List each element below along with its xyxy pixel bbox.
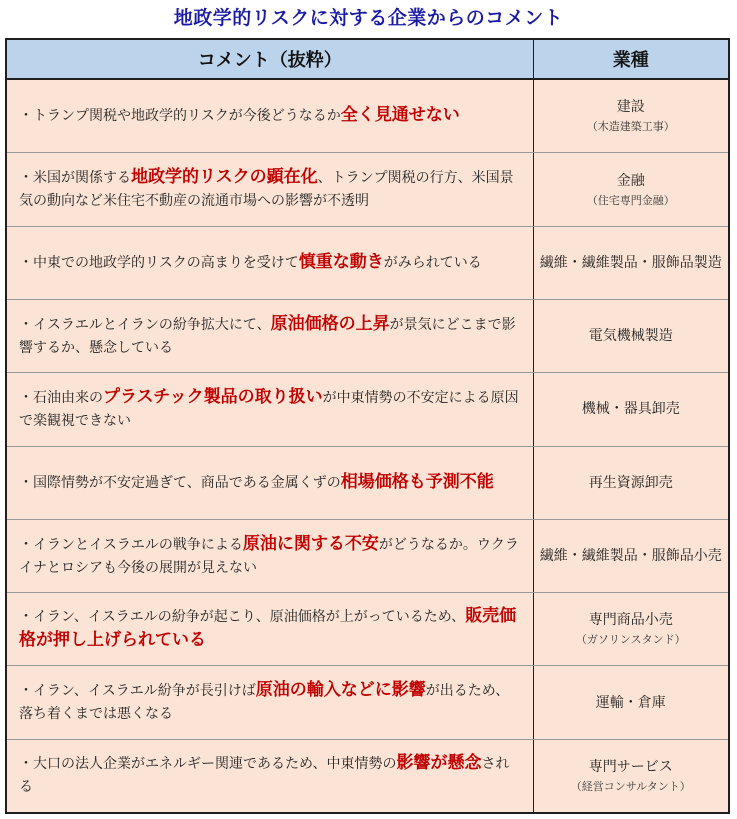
industry-subtype: （住宅専門金融） <box>586 193 675 207</box>
comment-segment: ・トランプ関税や地政学的リスクが今後どうなるか <box>19 108 341 125</box>
comment-segment: が景気にどこまで影響するか、懸念している <box>19 316 516 356</box>
industry-cell <box>533 666 728 739</box>
industry-cell <box>533 153 728 226</box>
comment-text <box>19 533 523 580</box>
comment-cell <box>7 593 533 666</box>
comment-highlight: 原油の輸入などに影響 <box>255 680 426 701</box>
comment-segment: ・中東での地政学的リスクの高まりを受けて <box>19 254 299 271</box>
industry-cell <box>533 593 728 666</box>
industry-subtype: （ガソリンスタンド） <box>575 633 686 647</box>
comment-segment: ・イラン、イスラエル紛争が長引けば <box>19 683 256 700</box>
industry-name: 繊維・繊維製品・服飾品小売 <box>539 548 722 564</box>
comment-segment: ・イランとイスラエルの戦争による <box>19 536 243 553</box>
comments-table <box>5 38 730 814</box>
comment-text <box>19 679 523 726</box>
industry-name: 建設 <box>616 99 645 116</box>
comment-segment: 、トランプ関税の行方、米国景気の動向など米住宅不動産の流通市場への影響が不透明 <box>19 170 514 210</box>
comment-segment: される <box>19 756 510 796</box>
comment-segment: が出るため、落ち着くまでは悪くなる <box>19 683 510 723</box>
comment-text <box>19 605 523 653</box>
comment-text <box>19 471 494 495</box>
comment-text <box>19 104 460 128</box>
comment-highlight: 影響が懸念 <box>396 753 482 774</box>
comment-text <box>19 752 523 799</box>
comment-cell <box>7 739 533 812</box>
industry-cell <box>533 226 728 299</box>
industry-name: 電気機械製造 <box>588 328 673 345</box>
comment-highlight: 原油に関する不安 <box>242 533 379 554</box>
industry-name: 再生資源卸売 <box>588 474 673 491</box>
header-industry: 業種 <box>533 40 728 79</box>
comment-highlight: 相場価格も予測不能 <box>340 471 494 492</box>
comment-highlight: 販売価格が押し上げられている <box>19 606 517 651</box>
table-row <box>7 446 728 519</box>
comment-segment: がみられている <box>383 254 482 271</box>
comment-segment: ・大口の法人企業がエネルギー関連であるため、中東情勢の <box>19 756 397 773</box>
industry-subtype: （経営コンサルタント） <box>570 779 691 793</box>
table-row <box>7 739 728 812</box>
page-title: 地政学的リスクに対する企業からのコメント <box>173 7 564 29</box>
industry-cell <box>533 373 728 446</box>
comment-highlight: 全く見通せない <box>340 105 460 126</box>
industry-name: 専門サービス <box>588 758 673 775</box>
comment-cell <box>7 79 533 153</box>
comment-cell <box>7 226 533 299</box>
comment-segment: ・米国が関係する <box>19 170 131 187</box>
comment-cell <box>7 666 533 739</box>
comment-cell <box>7 446 533 519</box>
comment-text <box>19 251 482 275</box>
table-row <box>7 299 728 372</box>
industry-cell <box>533 299 728 372</box>
comment-cell <box>7 299 533 372</box>
industry-cell <box>533 79 728 153</box>
comment-cell <box>7 373 533 446</box>
table-row <box>7 226 728 299</box>
comment-text <box>19 313 523 360</box>
industry-cell <box>533 446 728 519</box>
table-row <box>7 593 728 666</box>
industry-cell <box>533 739 728 812</box>
table-row <box>7 666 728 739</box>
comment-segment: ・国際情勢が不安定過ぎて、商品である金属くずの <box>19 474 341 491</box>
industry-name: 繊維・繊維製品・服飾品製造 <box>539 254 722 271</box>
comment-segment: ・イスラエルとイランの紛争拡大にて、 <box>19 316 271 333</box>
industry-name: 機械・器具卸売 <box>581 401 680 418</box>
comment-text <box>19 386 523 433</box>
industry-cell <box>533 519 728 592</box>
comment-segment: がどうなるか。ウクライナとロシアも今後の展開が見えない <box>19 536 519 576</box>
header-comment: コメント（抜粋） <box>7 40 533 79</box>
table-row <box>7 519 728 592</box>
comment-text <box>19 166 523 213</box>
comment-segment: が中東情勢の不安定による原因で楽観視できない <box>19 389 519 429</box>
industry-name: 運輸・倉庫 <box>595 694 666 711</box>
industry-name: 金融 <box>616 172 645 189</box>
table-row <box>7 79 728 153</box>
comment-segment: ・イラン、イスラエルの紛争が起こり、原油価格が上がっているため、 <box>19 609 466 626</box>
comment-segment: ・石油由来の <box>19 389 103 406</box>
table-row <box>7 373 728 446</box>
industry-name: 専門商品小売 <box>588 612 673 629</box>
table-row <box>7 153 728 226</box>
table-header-row <box>7 40 728 79</box>
comment-cell <box>7 519 533 592</box>
comment-highlight: 原油価格の上昇 <box>270 313 390 334</box>
comment-highlight: 慎重な動き <box>298 251 384 272</box>
comment-highlight: プラスチック製品の取り扱い <box>103 386 323 407</box>
comment-cell <box>7 153 533 226</box>
comment-highlight: 地政学的リスクの顕在化 <box>131 167 318 188</box>
industry-subtype: （木造建築工事） <box>586 120 675 134</box>
